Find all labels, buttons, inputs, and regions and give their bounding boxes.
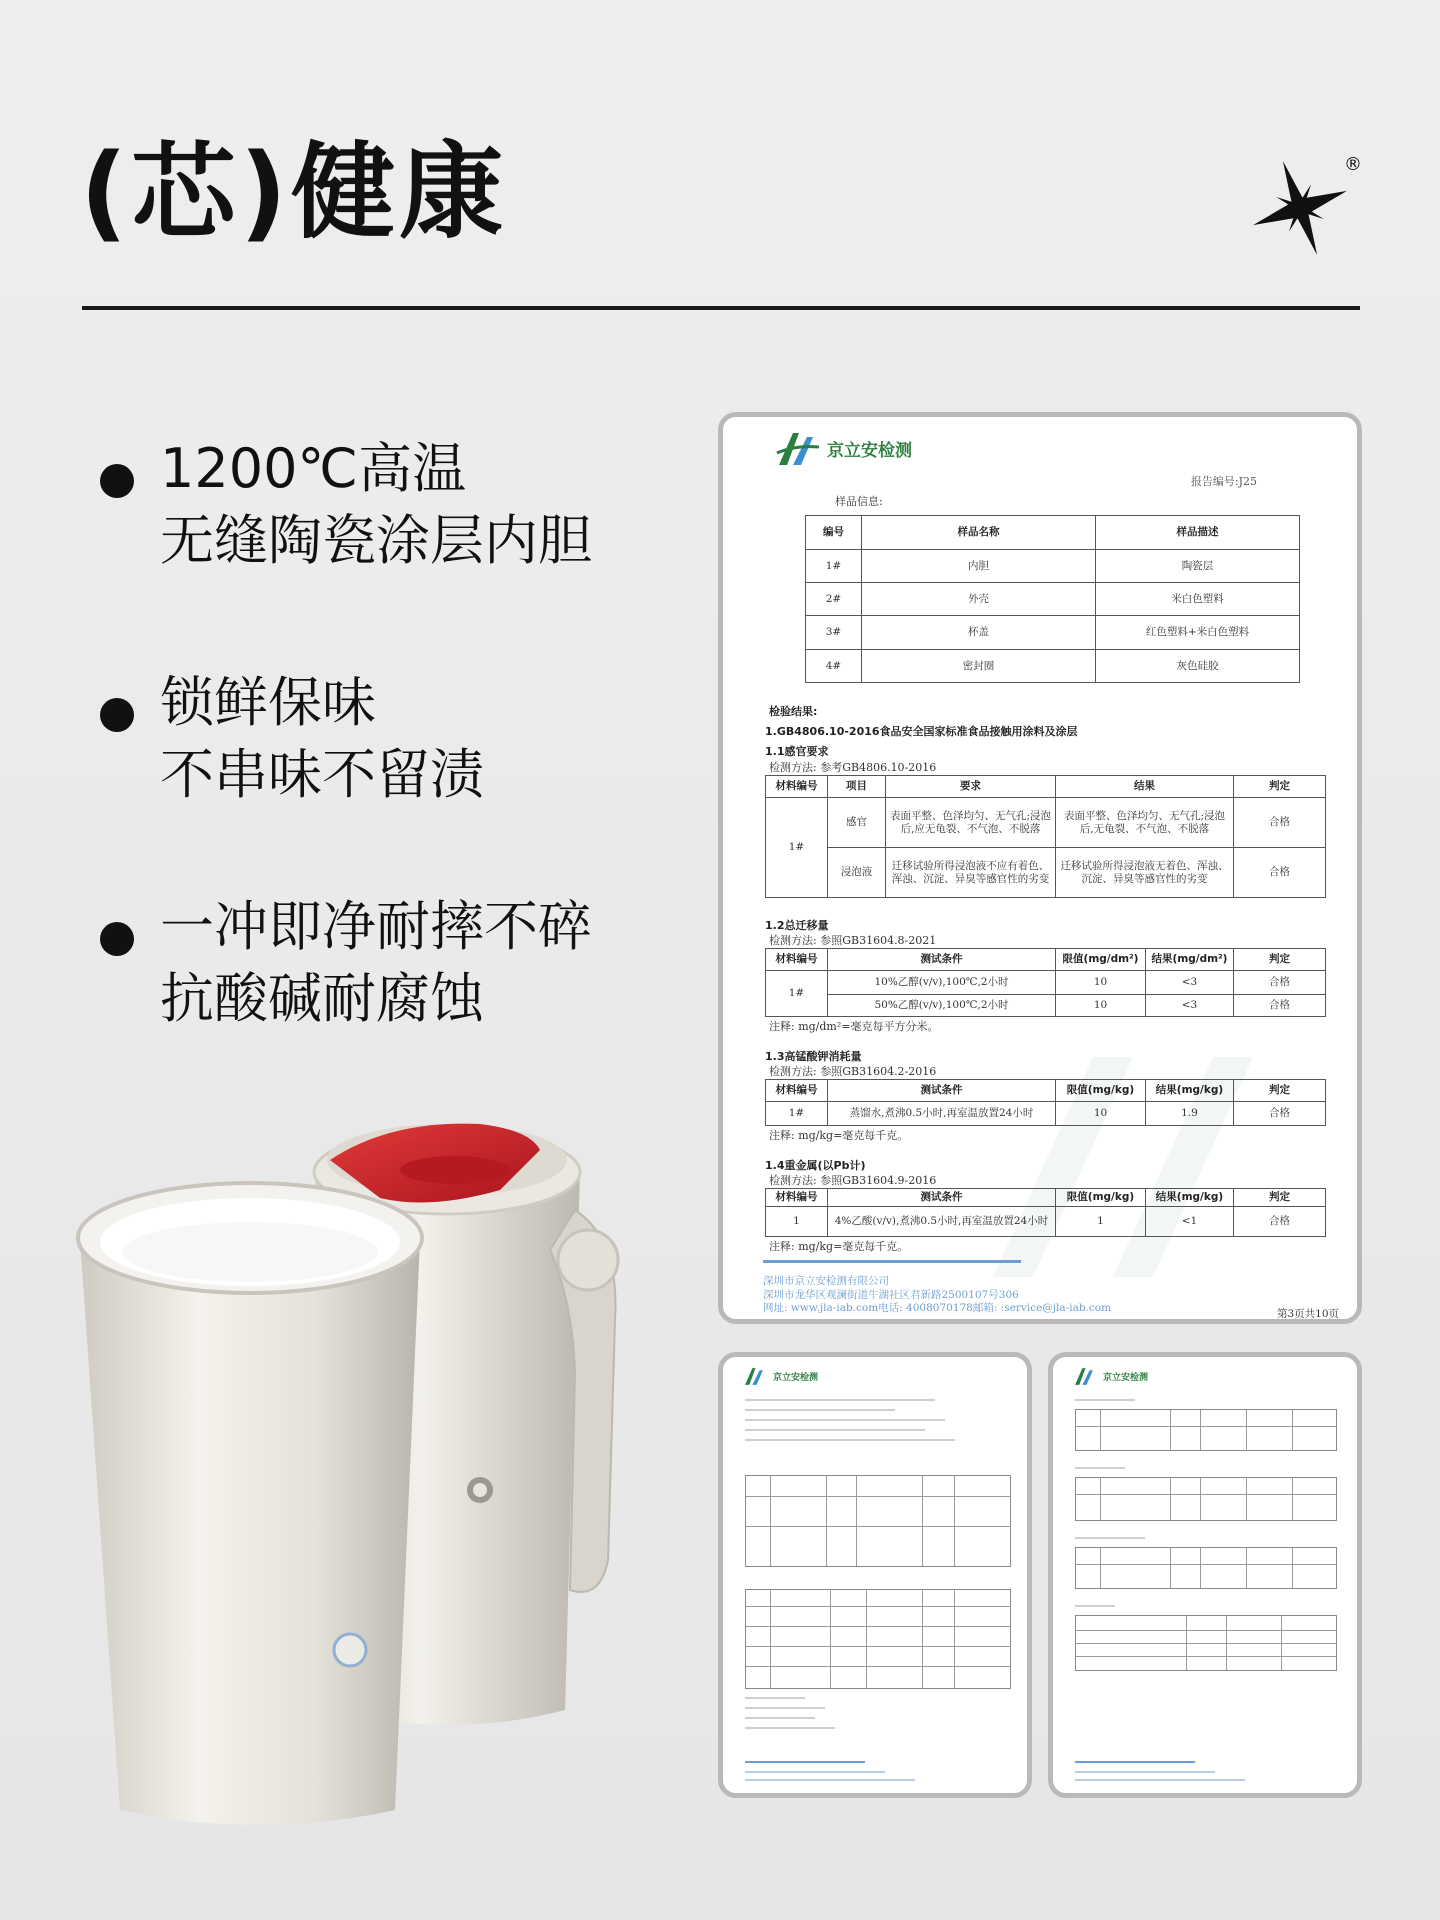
results-label: 检验结果: (769, 705, 818, 718)
text-line (1075, 1779, 1245, 1781)
footer-address: 深圳市龙华区观澜街道牛湖社区君新路2500107号306 (763, 1288, 1019, 1301)
table-cell: 米白色塑料 (1096, 583, 1300, 616)
table-header: 结果(mg/kg) (1146, 1189, 1234, 1207)
table-cell: 杯盖 (862, 616, 1096, 650)
migration-table (765, 948, 1326, 1017)
table-cell: 合格 (1234, 995, 1326, 1017)
table-cell: 10 (1056, 971, 1146, 995)
lab-name: 京立安检测 (827, 440, 912, 461)
section-note: 注释: mg/kg=毫克每千克。 (769, 1240, 909, 1253)
table-header: 要求 (886, 776, 1056, 798)
table-header: 测试条件 (828, 1189, 1056, 1207)
table-header: 结果(mg/kg) (1146, 1080, 1234, 1102)
sample-info-label: 样品信息: (835, 495, 883, 508)
table-cell: 1# (766, 798, 828, 898)
table-cell: 1 (1056, 1207, 1146, 1237)
table-cell: 1# (766, 1102, 828, 1126)
table-cell: 灰色硅胶 (1096, 650, 1300, 683)
footer-company: 深圳市京立安检测有限公司 (763, 1275, 889, 1287)
lab-brand (1073, 1365, 1148, 1387)
table-header: 结果(mg/dm²) (1146, 949, 1234, 971)
table-row (766, 1207, 1326, 1237)
table-header: 判定 (1234, 776, 1326, 798)
table-cell: 合格 (1234, 971, 1326, 995)
ceramic-cups-illustration (60, 1090, 660, 1910)
table-header: 样品名称 (862, 516, 1096, 550)
feature-headline: 1200℃高温 (160, 437, 467, 500)
table-header: 材料编号 (766, 1189, 828, 1207)
table-cell: 2# (806, 583, 862, 616)
registered-mark: ® (1344, 154, 1362, 175)
lab-name: 京立安检测 (773, 1372, 819, 1383)
thumb-table (1075, 1477, 1337, 1521)
table-header: 项目 (828, 776, 886, 798)
table-row (806, 550, 1300, 583)
table-header: 测试条件 (828, 1080, 1056, 1102)
table-header: 限值(mg/dm²) (1056, 949, 1146, 971)
footer-divider (745, 1761, 865, 1763)
text-line (745, 1727, 835, 1729)
text-line (745, 1439, 955, 1441)
table-header: 判定 (1234, 1080, 1326, 1102)
table-cell: 50%乙醇(v/v),100℃,2小时 (828, 995, 1056, 1017)
lab-name: 京立安检测 (1103, 1372, 1149, 1383)
section-method: 检测方法: 参考GB4806.10-2016 (769, 761, 937, 774)
table-header: 测试条件 (828, 949, 1056, 971)
bullet-icon (100, 698, 134, 732)
table-header: 限值(mg/kg) (1056, 1080, 1146, 1102)
report-number: 报告编号:J25 (1190, 475, 1257, 488)
page-title: (芯)健康 (80, 131, 508, 253)
section-method: 检测方法: 参照GB31604.2-2016 (769, 1065, 937, 1078)
text-line (745, 1779, 915, 1781)
table-cell: 合格 (1234, 1207, 1326, 1237)
text-line (1075, 1771, 1215, 1773)
table-cell: 合格 (1234, 798, 1326, 848)
table-cell: 感官 (828, 798, 886, 848)
text-line (1075, 1605, 1115, 1607)
table-row (766, 1102, 1326, 1126)
table-cell: 3# (806, 616, 862, 650)
table-cell: <1 (1146, 1207, 1234, 1237)
table-header: 材料编号 (766, 1080, 828, 1102)
bullet-icon (100, 922, 134, 956)
text-line (745, 1707, 825, 1709)
section-title: 1.1感官要求 (765, 745, 829, 758)
lab-brand (775, 427, 912, 469)
table-header: 编号 (806, 516, 862, 550)
section-title: 1.2总迁移量 (765, 919, 829, 932)
section-title: 1.4重金属(以Pb计) (765, 1159, 866, 1172)
test-report-page-thumbnail (718, 1352, 1032, 1798)
table-cell: 1# (806, 550, 862, 583)
test-report-page-thumbnail (1048, 1352, 1362, 1798)
star-logo-icon (1240, 148, 1360, 268)
text-line (745, 1697, 805, 1699)
table-row (766, 971, 1326, 995)
table-cell: 1.9 (1146, 1102, 1234, 1126)
header-divider (82, 306, 1360, 310)
thumb-table (745, 1589, 1011, 1689)
table-header: 材料编号 (766, 776, 828, 798)
text-line (745, 1429, 925, 1431)
table-cell: 外壳 (862, 583, 1096, 616)
table-header: 限值(mg/kg) (1056, 1189, 1146, 1207)
text-line (1075, 1537, 1145, 1539)
table-header: 判定 (1234, 1189, 1326, 1207)
lab-brand (743, 1365, 818, 1387)
sensory-table (765, 775, 1326, 898)
table-cell: 内胆 (862, 550, 1096, 583)
text-line (1075, 1399, 1135, 1401)
table-cell: 蒸馏水,煮沸0.5小时,再室温放置24小时 (828, 1102, 1056, 1126)
table-cell: 1# (766, 971, 828, 1017)
lab-logo-icon (743, 1365, 767, 1387)
sample-table (805, 515, 1300, 683)
section-title: 1.3高锰酸钾消耗量 (765, 1050, 862, 1063)
table-cell: 迁移试验所得浸泡液不应有着色、浑浊、沉淀、异臭等感官性的劣变 (886, 848, 1056, 898)
text-line (1075, 1467, 1125, 1469)
table-cell: 迁移试验所得浸泡液无着色、浑浊、沉淀、异臭等感官性的劣变 (1056, 848, 1234, 898)
feature-subline: 不串味不留渍 (160, 743, 484, 806)
table-cell: 合格 (1234, 848, 1326, 898)
text-line (745, 1409, 895, 1411)
table-header: 材料编号 (766, 949, 828, 971)
feature-headline: 锁鲜保味 (160, 671, 376, 734)
table-cell: <3 (1146, 971, 1234, 995)
table-row (806, 650, 1300, 683)
table-header: 样品描述 (1096, 516, 1300, 550)
table-cell: 4# (806, 650, 862, 683)
footer-divider (1075, 1761, 1195, 1763)
table-header: 判定 (1234, 949, 1326, 971)
text-line (745, 1399, 935, 1401)
table-cell: <3 (1146, 995, 1234, 1017)
watermark-logo-icon (973, 1037, 1273, 1297)
table-cell: 10 (1056, 1102, 1146, 1126)
table-row (766, 995, 1326, 1017)
table-cell: 10 (1056, 995, 1146, 1017)
table-row (806, 616, 1300, 650)
standard-title: 1.GB4806.10-2016食品安全国家标准食品接触用涂料及涂层 (765, 725, 1078, 738)
table-cell: 合格 (1234, 1102, 1326, 1126)
permanganate-table (765, 1079, 1326, 1126)
text-line (745, 1771, 885, 1773)
thumb-table (745, 1475, 1011, 1567)
heavy-metal-table (765, 1188, 1326, 1237)
footer-contact: 网址: www.jla-iab.com电话: 4008070178邮箱: :service@jla-iab.com (763, 1302, 1112, 1315)
table-cell: 4%乙酸(v/v),煮沸0.5小时,再室温放置24小时 (828, 1207, 1056, 1237)
bullet-icon (100, 464, 134, 498)
section-method: 检测方法: 参照GB31604.8-2021 (769, 934, 937, 947)
section-method: 检测方法: 参照GB31604.9-2016 (769, 1174, 937, 1187)
table-row (766, 848, 1326, 898)
table-cell: 密封圈 (862, 650, 1096, 683)
section-note: 注释: mg/kg=毫克每千克。 (769, 1129, 909, 1142)
lab-logo-icon (1073, 1365, 1097, 1387)
section-note: 注释: mg/dm²=毫克每平方分米。 (769, 1020, 939, 1033)
thumb-table (1075, 1409, 1337, 1451)
table-cell: 表面平整、色泽均匀、无气孔;浸泡后,无龟裂、不气泡、不脱落 (1056, 798, 1234, 848)
feature-subline: 无缝陶瓷涂层内胆 (160, 509, 592, 572)
page-number: 第3页共10页 (1276, 1308, 1339, 1320)
table-cell: 表面平整、色泽均匀、无气孔;浸泡后,应无龟裂、不气泡、不脱落 (886, 798, 1056, 848)
table-cell: 10%乙醇(v/v),100℃,2小时 (828, 971, 1056, 995)
thumb-table (1075, 1615, 1337, 1671)
table-cell: 浸泡液 (828, 848, 886, 898)
thumb-table (1075, 1547, 1337, 1589)
table-row (806, 583, 1300, 616)
table-header: 结果 (1056, 776, 1234, 798)
feature-headline: 一冲即净耐摔不碎 (160, 895, 592, 958)
report-footer (763, 1275, 1111, 1316)
text-line (745, 1419, 945, 1421)
feature-subline: 抗酸碱耐腐蚀 (160, 967, 484, 1030)
lab-logo-icon (775, 427, 821, 469)
text-line (745, 1717, 815, 1719)
table-row (766, 798, 1326, 848)
footer-divider (763, 1260, 1021, 1263)
table-cell: 红色塑料+米白色塑料 (1096, 616, 1300, 650)
table-cell: 1 (766, 1207, 828, 1237)
table-cell: 陶瓷层 (1096, 550, 1300, 583)
test-report-main (718, 412, 1362, 1324)
